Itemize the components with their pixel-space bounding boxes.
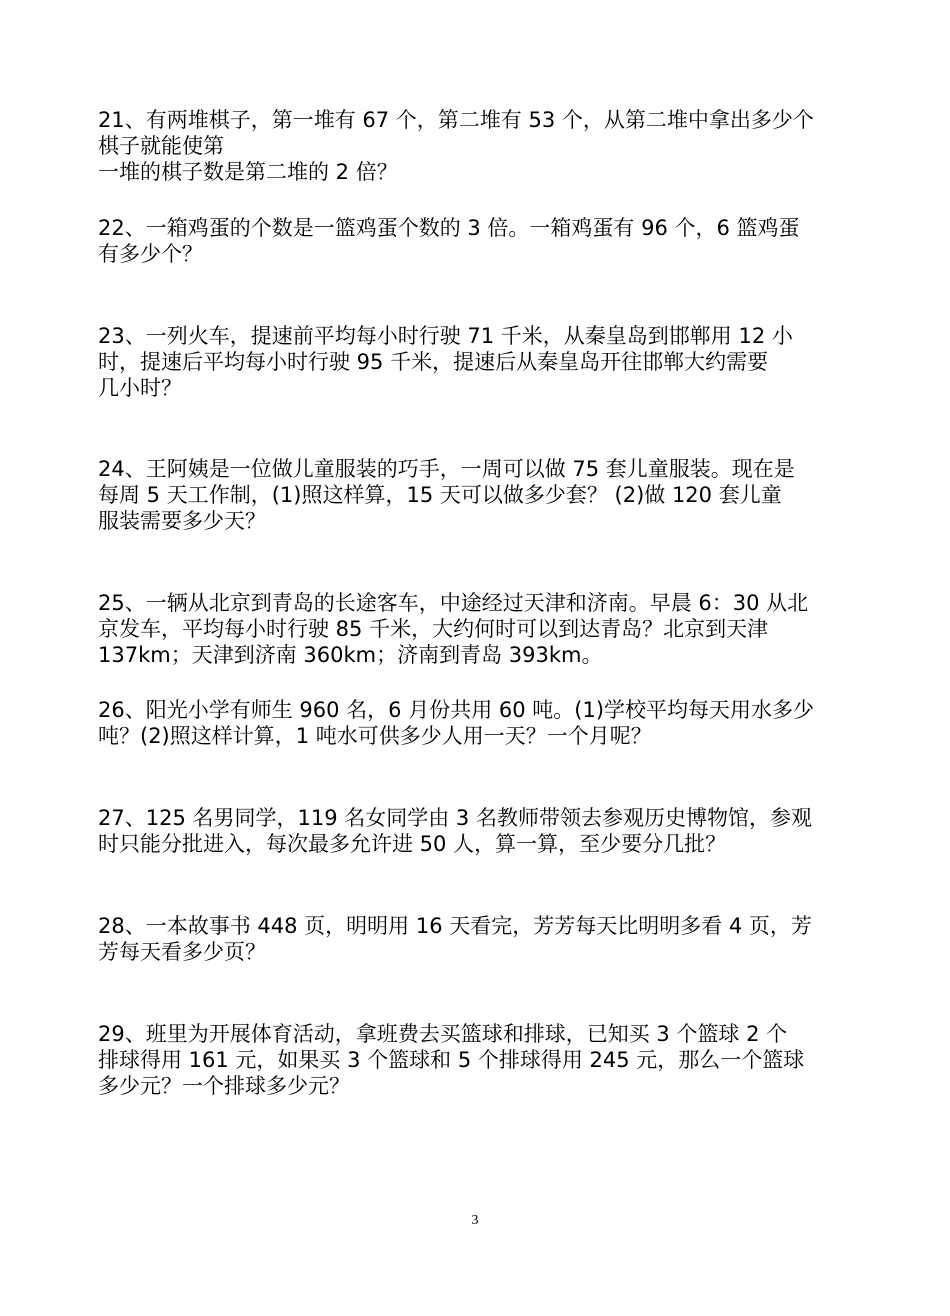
problem-text-line: 137km；天津到济南 360km；济南到青岛 393km。 — [98, 643, 603, 667]
problem-text-line: 29、班里为开展体育活动，拿班费去买篮球和排球，已知买 3 个篮球 2 个 — [98, 1022, 788, 1046]
problem-text-line: 22、一箱鸡蛋的个数是一篮鸡蛋个数的 3 倍。一箱鸡蛋有 96 个，6 篮鸡蛋 — [98, 216, 800, 240]
problem-24 — [98, 456, 858, 534]
problem-text-line: 服装需要多少天？ — [98, 509, 266, 533]
problem-text-line: 芳每天看多少页？ — [98, 940, 266, 964]
problem-text-line: 21、有两堆棋子，第一堆有 67 个，第二堆有 53 个，从第二堆中拿出多少个 — [98, 108, 814, 132]
problem-29 — [98, 1021, 858, 1099]
problem-text-line: 26、阳光小学有师生 960 名，6 月份共用 60 吨。(1)学校平均每天用水多少 — [98, 698, 815, 722]
problem-text-line: 排球得用 161 元，如果买 3 个篮球和 5 个排球得用 245 元，那么一个篮球 — [98, 1048, 805, 1072]
problem-23 — [98, 323, 858, 401]
problem-text-line: 27、125 名男同学，119 名女同学由 3 名教师带领去参观历史博物馆，参观 — [98, 806, 812, 830]
problem-text-line: 京发车，平均每小时行驶 85 千米，大约何时可以到达青岛？北京到天津 — [98, 617, 769, 641]
problem-text-line: 一堆的棋子数是第二堆的 2 倍？ — [98, 160, 398, 184]
problem-text-line: 28、一本故事书 448 页，明明用 16 天看完，芳芳每天比明明多看 4 页，芳 — [98, 914, 812, 938]
problem-text-line: 每周 5 天工作制，(1)照这样算，15 天可以做多少套？ (2)做 120 套儿童 — [98, 483, 782, 507]
problem-22 — [98, 215, 858, 267]
problem-text-line: 25、一辆从北京到青岛的长途客车，中途经过天津和济南。早晨 6：30 从北 — [98, 591, 809, 615]
problem-text-line: 多少元？一个排球多少元？ — [98, 1074, 350, 1098]
problem-21 — [98, 107, 858, 185]
problem-text-line: 棋子就能使第 — [98, 134, 224, 158]
problem-28 — [98, 913, 858, 965]
problem-26 — [98, 697, 858, 749]
problem-text-line: 有多少个？ — [98, 242, 203, 266]
problem-text-line: 时只能分批进入，每次最多允许进 50 人，算一算，至少要分几批？ — [98, 832, 727, 856]
problem-25 — [98, 590, 858, 668]
problem-text-line: 几小时？ — [98, 376, 182, 400]
problem-text-line: 吨？(2)照这样计算，1 吨水可供多少人用一天？一个月呢？ — [98, 724, 652, 748]
problem-27 — [98, 805, 858, 857]
problem-text-line: 时，提速后平均每小时行驶 95 千米，提速后从秦皇岛开往邯郸大约需要 — [98, 350, 769, 374]
problem-text-line: 23、一列火车，提速前平均每小时行驶 71 千米，从秦皇岛到邯郸用 12 小 — [98, 324, 793, 348]
problem-text-line: 24、王阿姨是一位做儿童服装的巧手，一周可以做 75 套儿童服装。现在是 — [98, 457, 795, 481]
page-number: 3 — [471, 1213, 479, 1228]
